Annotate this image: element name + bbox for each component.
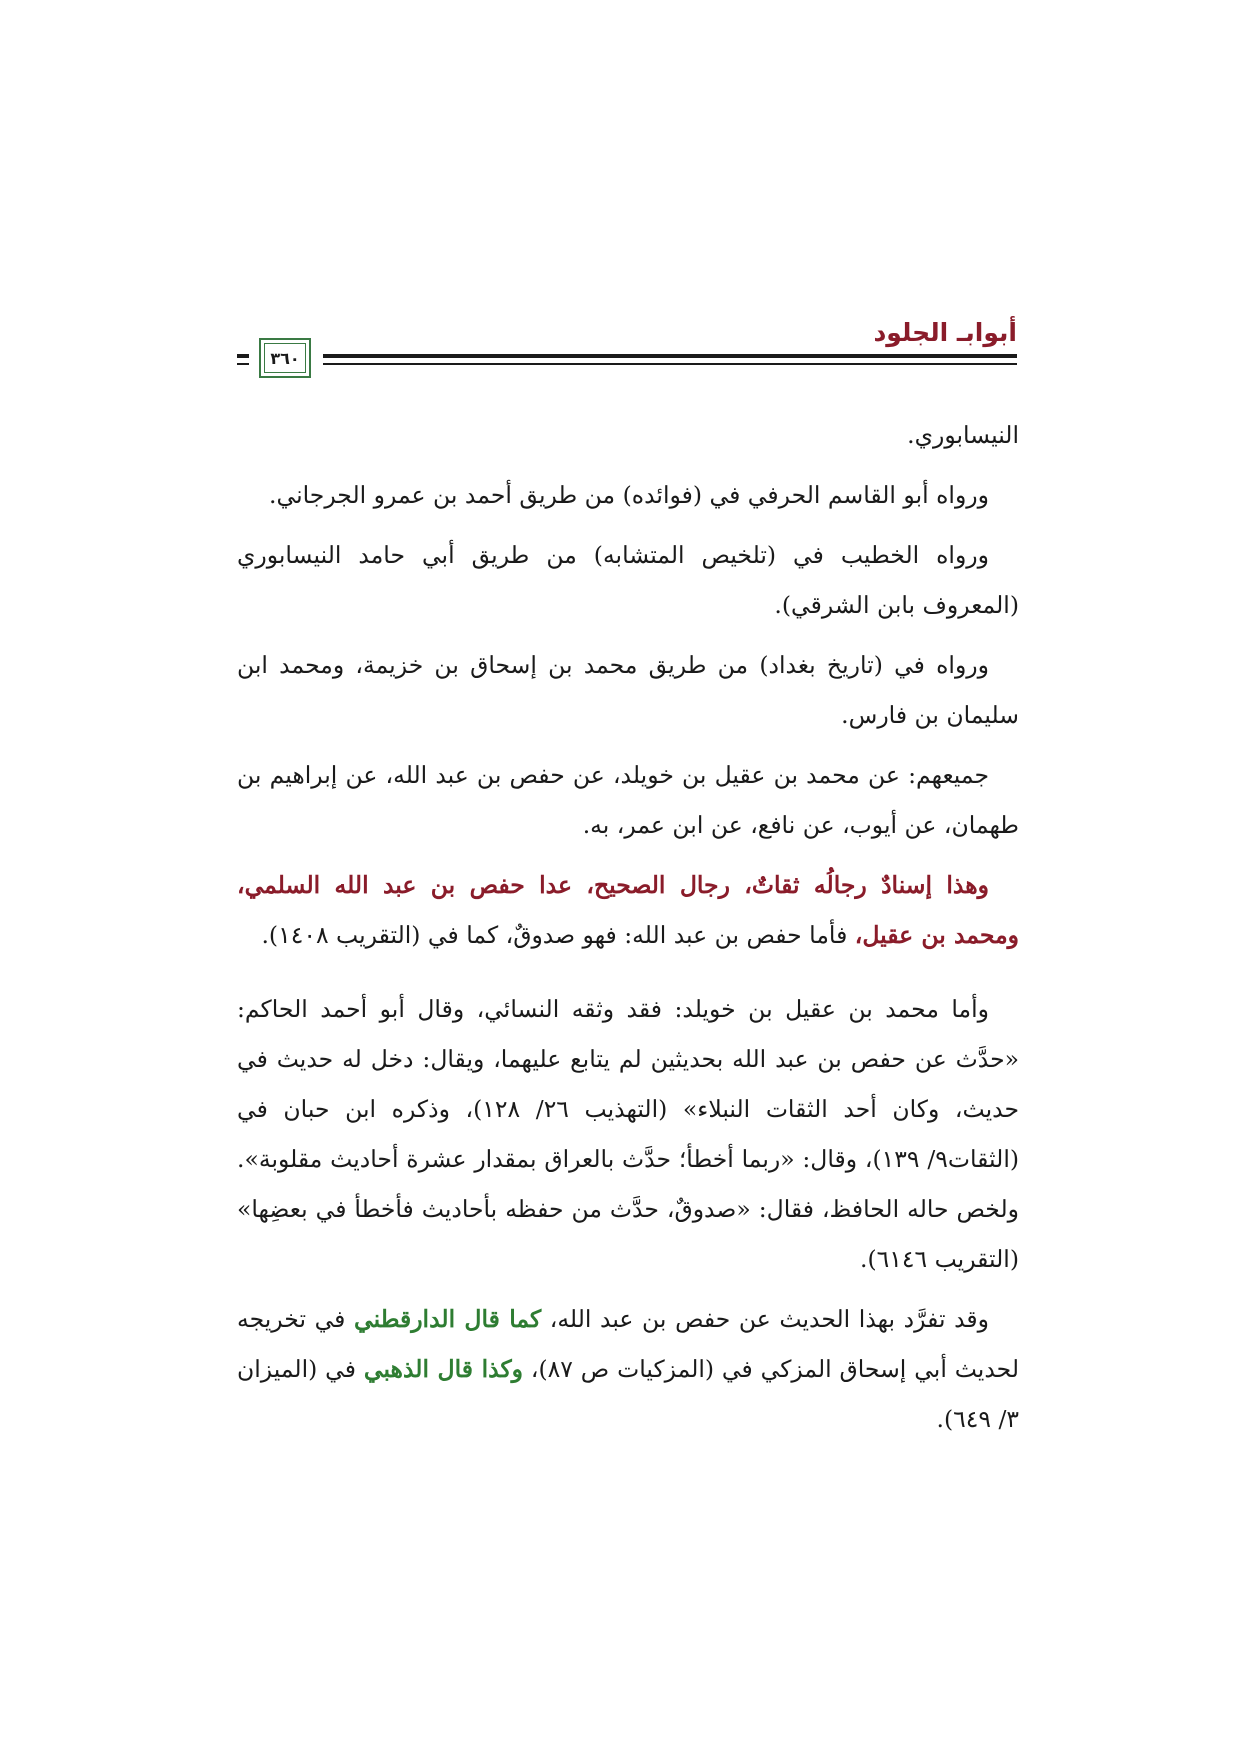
paragraph-spacer — [237, 970, 1019, 984]
paragraph-7: وأما محمد بن عقيل بن خويلد: فقد وثقه النسائي، وقال أبو أحمد الحاكم: «حدَّث عن حفص بن عبد الله بحديثين لم يتابع عليهما، ويقال: دخل له حديث في حديث، وكان أحد الثقات النبلاء» (التهذيب ٢٦/ ١٢٨)، وذكره ابن حبان في (الثقات٩/ ١٣٩)، وقال: «ربما أخطأ؛ حدَّث بالعراق بمقدار عشرة أحاديث مقلوبة». ولخص حاله الحافظ، فقال: «صدوقٌ، حدَّث من حفظه بأحاديث فأخطأ في بعضِها» (التقريب ٦١٤٦). — [237, 995, 1020, 1273]
paragraph-3: ورواه الخطيب في (تلخيص المتشابه) من طريق أبي حامد النيسابوري (المعروف بابن الشرقي). — [237, 541, 1019, 619]
header-rule-thick — [237, 354, 1017, 358]
paragraph-4: ورواه في (تاريخ بغداد) من طريق محمد بن إسحاق بن خزيمة، ومحمد ابن سليمان بن فارس. — [237, 651, 1019, 729]
page-number: ٣٦٠ — [270, 348, 300, 368]
paragraph-6 — [237, 860, 1019, 960]
paragraph-8-part-c: في (الميزان ٣/ ٦٤٩). — [237, 1355, 1019, 1433]
paragraph-1: النيسابوري. — [907, 421, 1019, 449]
page-body — [237, 410, 1019, 1454]
paragraph-8-part-a: وقد تفرَّد بهذا الحديث عن حفص بن عبد الله، — [541, 1305, 990, 1333]
page-header — [237, 318, 1017, 388]
paragraph-8 — [237, 1294, 1019, 1444]
paragraph-5: جميعهم: عن محمد بن عقيل بن خويلد، عن حفص بن عبد الله، عن إبراهيم بن طهمان، عن أيوب، عن نافع، عن ابن عمر، به. — [237, 761, 1019, 839]
dhahabi-citation: وكذا قال الذهبي — [363, 1355, 524, 1383]
page-number-badge — [259, 338, 311, 378]
header-rule-thin — [237, 363, 1017, 365]
paragraph-8-part-b: في تخريجه لحديث أبي إسحاق المزكي في (المزكيات ص ٨٧)، — [237, 1305, 1020, 1383]
paragraph-6-rest: فأما حفص بن عبد الله: فهو صدوقٌ، كما في (التقريب ١٤٠٨). — [261, 921, 855, 949]
emphasized-ruling: وهذا إسنادٌ رجالُه ثقاتٌ، رجال الصحيح، عدا حفص بن عبد الله السلمي، ومحمد بن عقيل، — [237, 871, 1019, 949]
daraqutni-citation: كما قال الدارقطني — [354, 1305, 542, 1333]
chapter-title: أبوابـ الجلود — [873, 318, 1017, 347]
paragraph-2: ورواه أبو القاسم الحرفي في (فوائده) من طريق أحمد بن عمرو الجرجاني. — [269, 481, 989, 509]
